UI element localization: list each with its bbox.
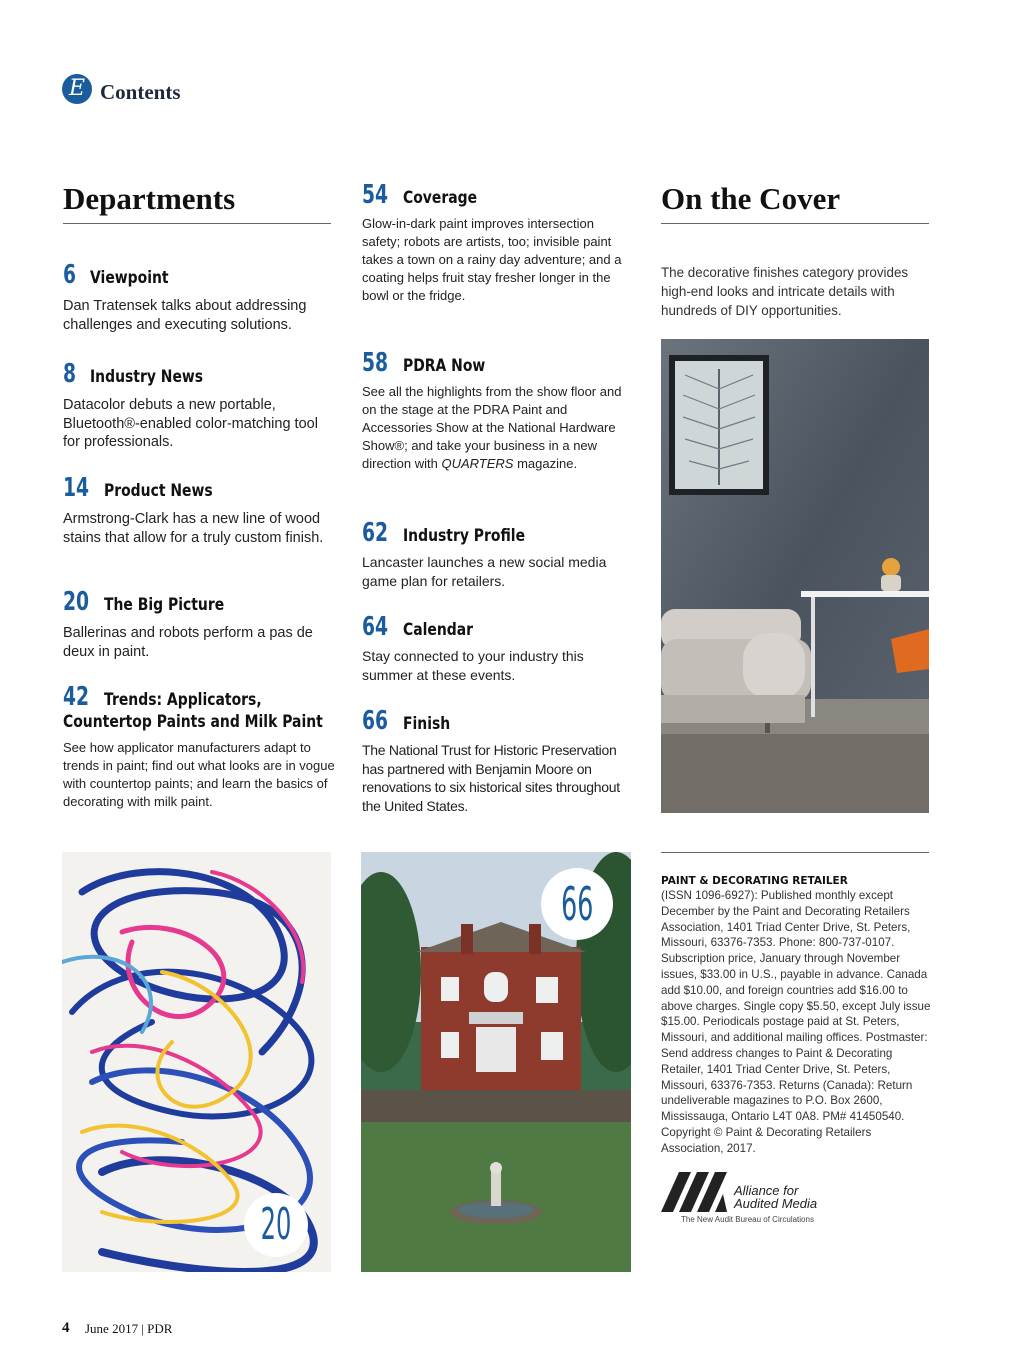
page-badge-20: 20 [244,1193,308,1257]
cover-rule [661,223,929,224]
entry-title: Coverage [403,188,478,208]
masthead-heading: PAINT & DECORATING RETAILER [661,875,848,887]
toc-entry-finish[interactable]: 66 Finish The National Trust for Historic Preservation has partnered with Benjamin Moore on renovations to six historical sites throughout the United States. [362,706,634,815]
entry-title: Trends: Applicators, [104,690,262,710]
alliance-for-audited-media-logo [661,1172,931,1228]
contents-heading: Contents [100,80,181,104]
living-room-illustration [661,339,929,813]
entry-title: PDRA Now [403,356,486,376]
entry-title: Product News [104,481,213,501]
contents-logo-icon: E [62,74,92,104]
entry-description: Dan Tratensek talks about addressing challenges and executing solutions. [63,298,307,333]
entry-description: See how applicator manufacturers adapt to trends in paint; find out what looks are in vogue with countertop paints; and learn the basics of decorating with milk paint. [63,740,335,809]
cover-photo [661,339,929,813]
issue-footer: June 2017 | PDR [85,1321,173,1336]
toc-entry-calendar[interactable]: 64 Calendar Stay connected to your industry this summer at these events. [362,612,632,684]
entry-description: Ballerinas and robots perform a pas de deux in paint. [63,625,313,660]
toc-entry-product-news[interactable]: 14 Product News Armstrong-Clark has a new line of wood stains that allow for a truly custom finish. [63,473,338,547]
aam-subtitle: The New Audit Bureau of Circulations [681,1215,814,1224]
page-badge-66: 66 [541,868,613,940]
historic-house-photo [361,852,631,1272]
entry-title: The Big Picture [104,595,225,615]
page-number-footer: 4 [62,1320,70,1336]
cover-description: The decorative finishes category provides high-end looks and intricate details with hundreds of DIY opportunities. [661,265,909,318]
entry-title: Finish [403,714,451,734]
entry-description: Lancaster launches a new social media game plan for retailers. [362,554,607,589]
toc-entry-viewpoint[interactable]: 6 Viewpoint Dan Tratensek talks about addressing challenges and executing solutions. [63,260,338,334]
aam-mark-icon [661,1172,733,1212]
masthead-rule [661,852,929,853]
scribble-painting-photo [62,852,331,1272]
entry-description: See all the highlights from the show floor and on the stage at the PDRA Paint and Accessories Show at the National Hardware Show®; and take your business in a new direction with QUARTERS magazine. [362,384,622,471]
entry-description: Datacolor debuts a new portable, Bluetooth®-enabled color-matching tool for professionals. [63,397,318,450]
entry-description: Glow-in-dark paint improves intersection safety; robots are artists, too; invisible paint takes a town on a rainy day adventure; and a coating helps fruit stay fresher longer in the bowl or the fridge. [362,216,622,303]
entry-title: Industry Profile [403,526,526,546]
toc-entry-trends[interactable]: 42 Trends: Applicators, Countertop Paints and Milk Paint See how applicator manufacturers adapt to trends in paint; find out what looks are in vogue with countertop paints; and learn the basics of decorating with milk paint. [63,682,338,811]
entry-title-line2: Countertop Paints and Milk Paint [63,712,323,732]
toc-entry-pdra-now[interactable]: 58 PDRA Now See all the highlights from the show floor and on the stage at the PDRA Paint and Accessories Show at the National Hardware Show®; and take your business in a new direction with QUARTERS magazine. [362,348,622,471]
aam-line2: Audited Media [734,1196,818,1211]
entry-description: The National Trust for Historic Preservation has partnered with Benjamin Moore on renovations to six historical sites throughout the United States. [362,742,620,814]
entry-title: Calendar [403,620,474,640]
on-the-cover-heading: On the Cover [661,181,841,216]
entry-title: Industry News [90,367,204,387]
aam-line1: Alliance for [734,1183,799,1198]
quarters-magazine-link: QUARTERS [441,456,514,471]
toc-entry-industry-news[interactable]: 8 Industry News Datacolor debuts a new portable, Bluetooth®-enabled color-matching tool for professionals. [63,359,338,452]
toc-entry-industry-profile[interactable]: 62 Industry Profile Lancaster launches a new social media game plan for retailers. [362,518,632,590]
entry-title: Viewpoint [90,268,169,288]
masthead-text: (ISSN 1096-6927): Published monthly except December by the Paint and Decorating Retailers Association, 1401 Triad Center Drive, St. Peters, Missouri, 63376-7353. Phone: 800-737-0107. Subscription price, January through November issues, $33.00 in U.S., payable in advance. Canada add $10.00, and foreign countries add $16.00 to above charges. Single copy $5.50, except July issue $15.00. Periodicals postage paid at St. Peters, Missouri, and additional mailing offices. Postmaster: Send address changes to Paint & Decorating Retailer, 1401 Triad Center Drive, St. Peters, Missouri, 63376-7353. Returns (Canada): Return undeliverable magazines to P.O. Box 2600, Mississauga, Ontario L4T 0A8. PM# 41450540. Copyright © Paint & Decorating Retailers Association, 2017. [661,889,931,1155]
departments-rule [63,223,331,224]
toc-entry-coverage[interactable]: 54 Coverage Glow-in-dark paint improves intersection safety; robots are artists, too; invisible paint takes a town on a rainy day adventure; and a coating helps fruit stay fresher longer in the bowl or the fridge. [362,180,622,303]
entry-description: Stay connected to your industry this summer at these events. [362,648,584,683]
entry-description: Armstrong-Clark has a new line of wood stains that allow for a truly custom finish. [63,511,324,546]
toc-entry-big-picture[interactable]: 20 The Big Picture Ballerinas and robots perform a pas de deux in paint. [63,587,338,661]
departments-heading: Departments [63,181,236,216]
